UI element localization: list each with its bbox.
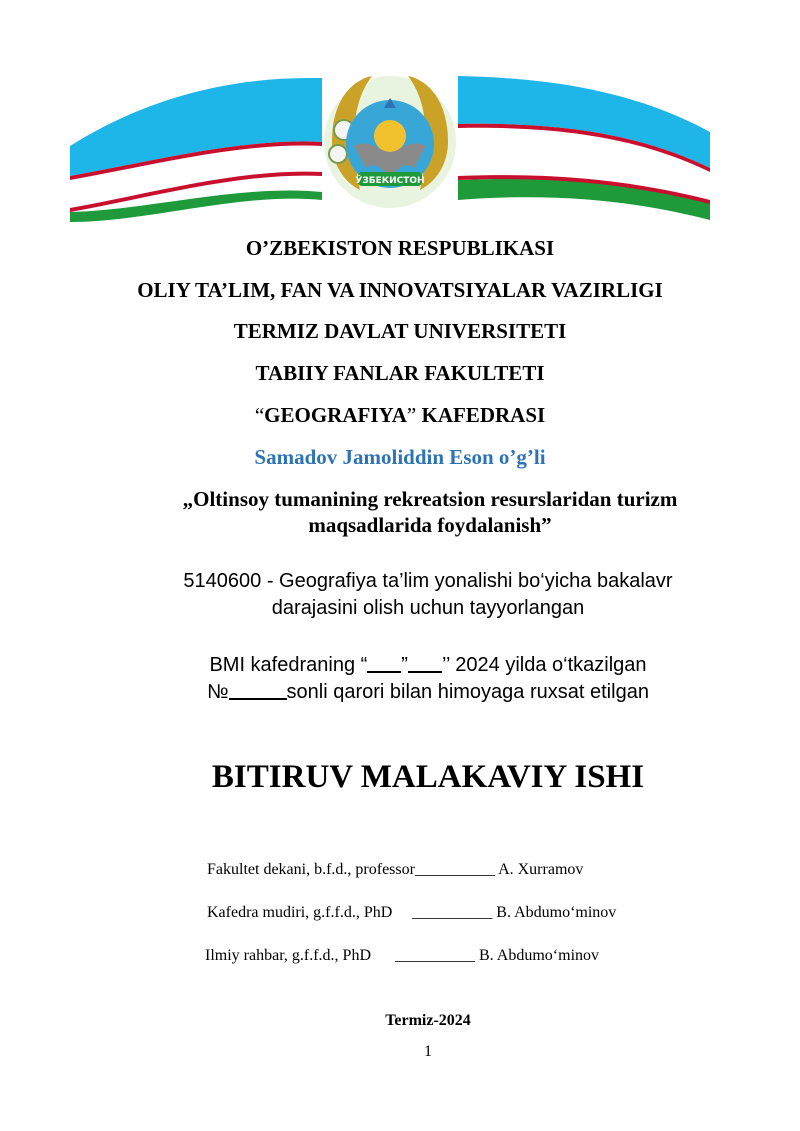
university-name: TERMIZ DAVLAT UNIVERSITETI xyxy=(233,319,567,343)
state-emblem xyxy=(324,76,456,208)
approval-line-2 xyxy=(0,679,800,706)
signature-label: Kafedra mudiri, g.f.f.d., PhD xyxy=(207,904,413,921)
signature-row-supervisor xyxy=(205,947,599,965)
approval-quote-close: ” xyxy=(401,654,408,676)
specialty-statement xyxy=(0,568,800,622)
work-title: BITIRUV MALAKAVIY ISHI xyxy=(211,759,645,795)
signature-name: A. Xurramov xyxy=(494,861,584,878)
flag-left-wave xyxy=(70,78,322,222)
signature-row-head xyxy=(207,904,616,922)
thesis-topic-line-2: maqsadlarida foydalanish” xyxy=(308,513,552,537)
approval-statement xyxy=(0,652,800,706)
month-blank-line xyxy=(408,669,442,673)
country-name: O’ZBEKISTON RESPUBLIKASI xyxy=(245,236,555,260)
signature-line: __________ xyxy=(395,947,475,964)
thesis-topic xyxy=(130,486,730,538)
number-sign: № xyxy=(207,681,229,703)
department-name xyxy=(0,403,800,428)
specialty-line-1: 5140600 - Geografiya ta’lim yonalishi bo‘yicha bakalavr xyxy=(183,570,673,592)
ministry-name: OLIY TA’LIM, FAN VA INNOVATSIYALAR VAZIRLIGI xyxy=(137,278,663,302)
department-quote-open: “ xyxy=(254,403,265,427)
signature-label: Ilmiy rahbar, g.f.f.d., PhD xyxy=(205,947,395,964)
uzbekistan-flag-emblem-banner xyxy=(60,72,720,222)
page-number: 1 xyxy=(424,1043,432,1060)
approval-text-start: BMI kafedraning “ xyxy=(209,654,368,676)
city-year: Termiz-2024 xyxy=(385,1012,471,1029)
signature-label: Fakultet dekani, b.f.d., professor xyxy=(207,861,415,878)
faculty-name: TABIIY FANLAR FAKULTETI xyxy=(255,361,545,385)
department-suffix: KAFEDRASI xyxy=(416,403,546,427)
thesis-topic-line-1: „Oltinsoy tumanining rekreatsion resurslaridan turizm xyxy=(182,487,678,511)
signature-line: __________ xyxy=(414,861,495,878)
day-blank-line xyxy=(367,669,401,673)
signature-name: B. Abdumo‘minov xyxy=(492,904,617,921)
approval-text-end: sonli qarori bilan himoyaga ruxsat etilgan xyxy=(286,681,649,703)
flag-right-wave xyxy=(458,76,710,220)
signature-row-dean xyxy=(207,861,583,879)
approval-line-1 xyxy=(0,652,800,679)
specialty-line-2: darajasini olish uchun tayyorlangan xyxy=(271,597,585,619)
signature-name: B. Abdumo‘minov xyxy=(475,947,600,964)
department-quote-close: ” xyxy=(406,403,417,427)
emblem-ribbon-text: ЎЗБЕКИСТОН xyxy=(355,176,425,186)
department-title: GEOGRAFIYA xyxy=(264,403,407,427)
signature-line: __________ xyxy=(412,904,493,921)
decision-number-blank-line xyxy=(229,696,287,700)
approval-year-text: ’’ 2024 yilda o‘tkazilgan xyxy=(441,654,647,676)
author-name: Samadov Jamoliddin Eson o’g’li xyxy=(254,445,546,469)
